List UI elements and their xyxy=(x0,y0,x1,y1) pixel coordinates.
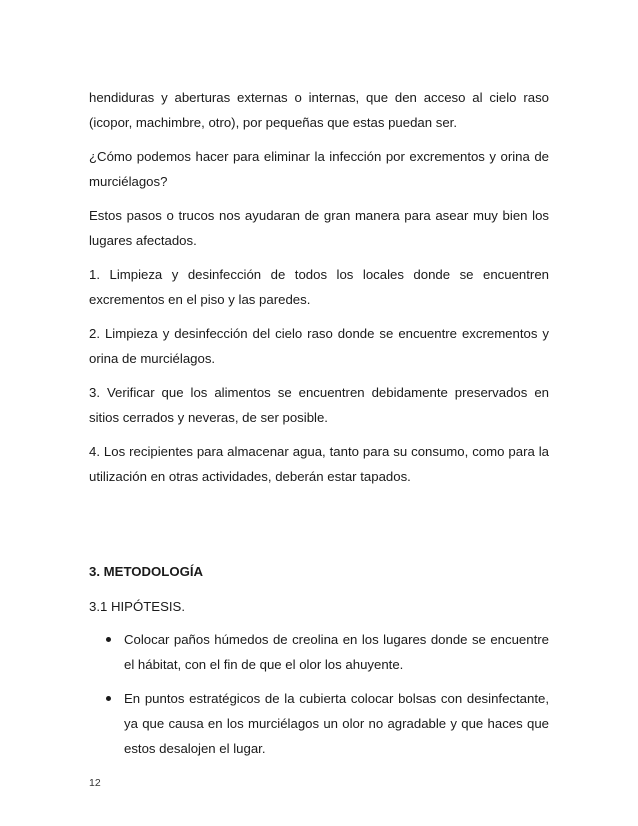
hypothesis-list xyxy=(89,627,549,761)
bullet-icon xyxy=(106,637,111,642)
list-item xyxy=(89,686,549,761)
bullet-icon xyxy=(106,696,111,701)
page-number: 12 xyxy=(89,777,101,789)
list-item-text: En puntos estratégicos de la cubierta colocar bolsas con desinfectante, ya que causa en los murciélagos un olor no agradable y que haces que estos desalojen el lugar. xyxy=(124,691,549,756)
paragraph-step-3: 3. Verificar que los alimentos se encuentren debidamente preservados en sitios cerrados y neveras, de ser posible. xyxy=(89,385,549,425)
paragraph-step-1: 1. Limpieza y desinfección de todos los locales donde se encuentren excrementos en el piso y las paredes. xyxy=(89,267,549,307)
list-item-text: Colocar paños húmedos de creolina en los lugares donde se encuentre el hábitat, con el fin de que el olor los ahuyente. xyxy=(124,632,549,672)
section-heading: 3. METODOLOGÍA xyxy=(89,564,204,579)
page-content xyxy=(89,85,549,770)
paragraph-question: ¿Cómo podemos hacer para eliminar la infección por excrementos y orina de murciélagos? xyxy=(89,149,549,189)
section-spacer xyxy=(89,498,549,559)
list-item xyxy=(89,627,549,677)
section-subheading: 3.1 HIPÓTESIS. xyxy=(89,599,186,614)
paragraph-intro-steps: Estos pasos o trucos nos ayudaran de gran manera para asear muy bien los lugares afectados. xyxy=(89,208,549,248)
paragraph-step-4: 4. Los recipientes para almacenar agua, tanto para su consumo, como para la utilización en otras actividades, deberán estar tapados. xyxy=(89,444,549,484)
paragraph-openings: hendiduras y aberturas externas o internas, que den acceso al cielo raso (icopor, machimbre, otro), por pequeñas que estas puedan ser. xyxy=(89,90,549,130)
paragraph-step-2: 2. Limpieza y desinfección del cielo raso donde se encuentre excrementos y orina de murciélagos. xyxy=(89,326,549,366)
